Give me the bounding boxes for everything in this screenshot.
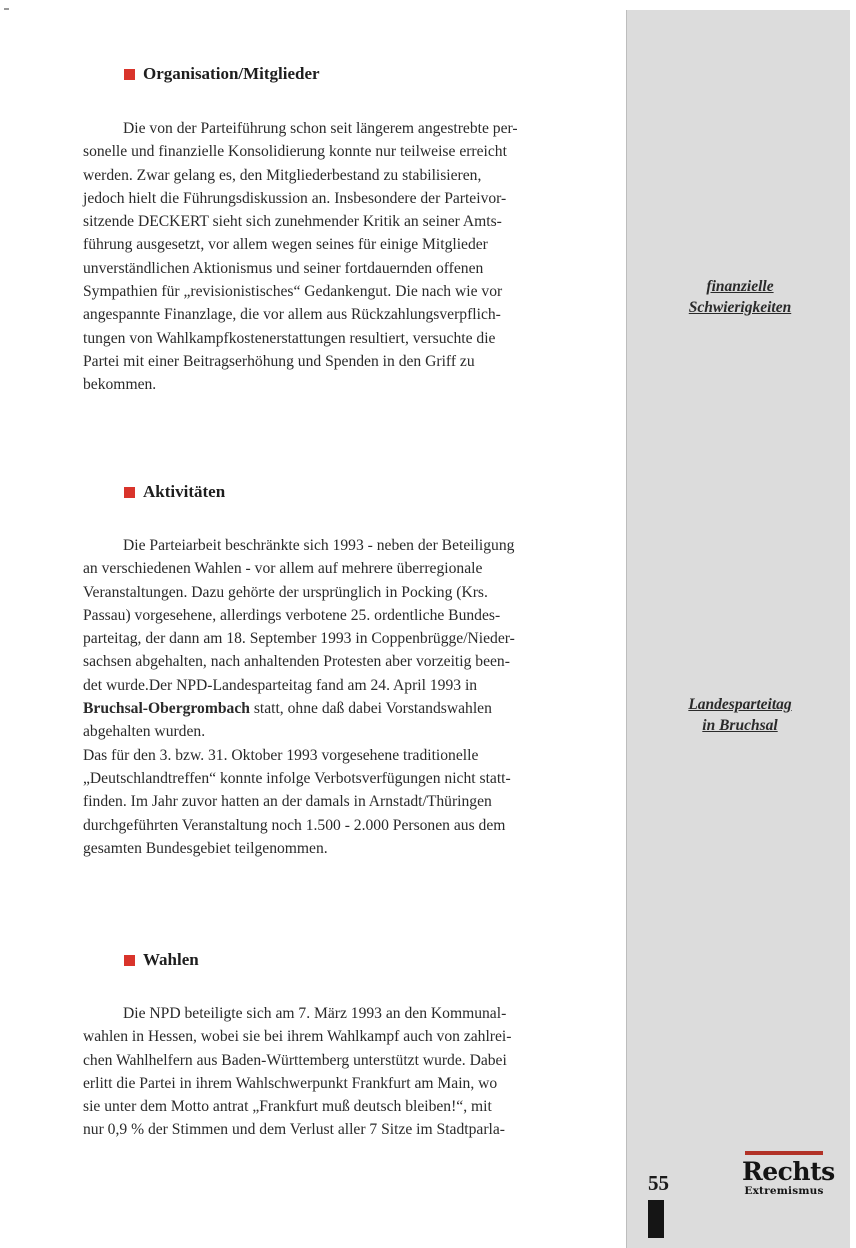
logo-title: Rechts — [742, 1157, 835, 1186]
text-line: unverständlichen Aktionismus und seiner fortdauernden offenen — [83, 259, 484, 277]
text-line: Die von der Parteiführung schon seit längerem angestrebte per- — [123, 120, 518, 137]
margin-note-finanzen — [640, 276, 840, 318]
section-title: Wahlen — [143, 950, 199, 969]
text-line: gesamten Bundesgebiet teilgenommen. — [83, 839, 328, 857]
text-line: nur 0,9 % der Stimmen und dem Verlust aller 7 Sitze im Stadtparla- — [83, 1121, 505, 1139]
margin-note-line: in Bruchsal — [702, 717, 778, 734]
text-line: Veranstaltungen. Dazu gehörte der ursprünglich in Pocking (Krs. — [83, 583, 488, 601]
page-number: 55 — [648, 1171, 669, 1195]
text-line: an verschiedenen Wahlen - vor allem auf mehrere überregionale — [83, 560, 483, 578]
page-marker — [648, 1200, 664, 1238]
text-line: wahlen in Hessen, wobei sie bei ihrem Wahlkampf auch von zahlrei- — [83, 1028, 512, 1046]
section-title: Aktivitäten — [143, 482, 226, 501]
text-line: sachsen abgehalten, nach anhaltenden Protesten aber vorzeitig been- — [83, 653, 510, 671]
margin-column — [626, 10, 850, 1248]
text-line: Sympathien für „revisionistisches“ Gedankengut. Die nach wie vor — [83, 283, 503, 301]
scan-mark — [4, 8, 9, 10]
text-line: „Deutschlandtreffen“ konnte infolge Verbotsverfügungen nicht statt- — [83, 769, 511, 787]
text-line: det wurde.Der NPD-Landesparteitag fand am 24. April 1993 in — [83, 676, 478, 694]
margin-note-line: Landesparteitag — [688, 696, 792, 713]
paragraph-aktivitaeten — [83, 534, 603, 860]
text-line: jedoch hielt die Führungsdiskussion an. Insbesondere der Parteivor- — [83, 189, 507, 207]
text-line: sonelle und finanzielle Konsolidierung konnte nur teilweise erreicht — [83, 143, 507, 161]
text-line: Das für den 3. bzw. 31. Oktober 1993 vorgesehene traditionelle — [83, 746, 479, 764]
text-line: Passau) vorgesehene, allerdings verbotene 25. ordentliche Bundes- — [83, 606, 501, 624]
text-line: Die Parteiarbeit beschränkte sich 1993 - neben der Beteiligung — [123, 537, 515, 554]
text-fragment: statt, ohne daß dabei Vorstandswahlen — [249, 700, 492, 718]
margin-rule — [626, 10, 627, 1248]
place-name: Bruchsal-Obergrombach — [83, 700, 250, 718]
text-line: finden. Im Jahr zuvor hatten an der damals in Arnstadt/Thüringen — [83, 793, 492, 811]
text-line: durchgeführten Veranstaltung noch 1.500 - 2.000 Personen aus dem — [83, 816, 506, 834]
text-line: erlitt die Partei in ihrem Wahlschwerpunkt Frankfurt am Main, wo — [83, 1074, 498, 1092]
text-line — [83, 697, 603, 720]
text-line: Partei mit einer Beitragserhöhung und Spenden in den Griff zu — [83, 352, 475, 370]
margin-note-line: finanzielle — [706, 278, 774, 295]
square-bullet-icon — [124, 955, 135, 966]
section-heading-wahlen — [124, 950, 199, 970]
text-line: führung ausgesetzt, vor allem wegen seines für einige Mitglieder — [83, 236, 488, 254]
square-bullet-icon — [124, 487, 135, 498]
text-line: werden. Zwar gelang es, den Mitgliederbestand zu stabilisieren, — [83, 166, 482, 184]
text-line: sitzende DECKERT sieht sich zunehmender Kritik an seiner Amts- — [83, 213, 502, 231]
series-logo — [742, 1151, 835, 1197]
section-heading-aktivitaeten — [124, 482, 225, 502]
text-line: angespannte Finanzlage, die vor allem aus Rückzahlungsverpflich- — [83, 306, 501, 324]
text-line: sie unter dem Motto antrat „Frankfurt muß deutsch bleiben!“, mit — [83, 1098, 492, 1116]
text-line: tungen von Wahlkampfkostenerstattungen resultiert, versuchte die — [83, 329, 496, 347]
margin-note-line: Schwierigkeiten — [688, 299, 792, 316]
square-bullet-icon — [124, 69, 135, 80]
logo-subtitle: Extremismus — [744, 1185, 824, 1197]
margin-note-landesparteitag — [640, 694, 840, 736]
text-line: Die NPD beteiligte sich am 7. März 1993 an den Kommunal- — [123, 1005, 507, 1022]
text-line: chen Wahlhelfern aus Baden-Württemberg unterstützt wurde. Dabei — [83, 1051, 507, 1069]
section-title: Organisation/Mitglieder — [143, 64, 320, 83]
paragraph-organisation — [83, 117, 603, 397]
text-line: parteitag, der dann am 18. September 1993 in Coppenbrügge/Nieder- — [83, 630, 515, 648]
paragraph-wahlen — [83, 1002, 603, 1142]
text-line: abgehalten wurden. — [83, 723, 206, 741]
section-heading-organisation — [124, 64, 320, 84]
text-line: bekommen. — [83, 376, 157, 394]
logo-rule — [745, 1151, 823, 1155]
